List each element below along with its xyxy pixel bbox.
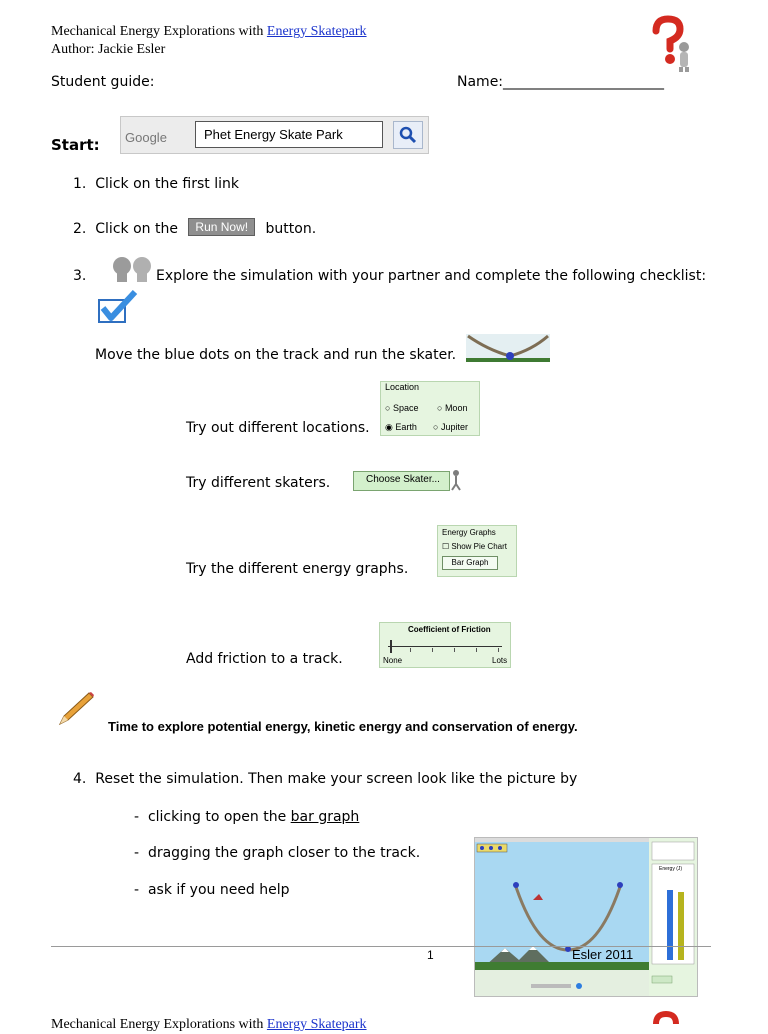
explore-heading: Time to explore potential energy, kinetic energy and conservation of energy. [108,719,578,734]
simulation-screenshot [474,837,698,997]
bullet-drag-graph: - dragging the graph closer to the track. [134,845,421,861]
step-1: 1. Click on the first link [73,176,239,192]
doc-header [51,23,367,59]
energy-skatepark-link[interactable]: Energy Skatepark [266,24,367,39]
step-2: 2. Click on the Run Now! button. [73,220,317,237]
check-skaters: Try different skaters. [186,475,331,491]
search-bar [120,116,429,154]
next-page-skatepark-link[interactable]: Energy Skatepark [266,1017,367,1032]
student-guide-label: Student guide: [51,74,155,90]
name-field[interactable]: Name:_______________________ [457,74,665,90]
friction-slider[interactable] [388,640,502,656]
track-thumbnail [466,334,550,362]
check-graphs: Try the different energy graphs. [186,561,409,577]
friction-panel: Coefficient of Friction None Lots [379,622,511,668]
next-page-header: Mechanical Energy Explorations with Energy Skatepark [51,1017,367,1032]
radio-moon[interactable]: ○ Moon [437,403,468,413]
pencil-icon [56,690,96,728]
check-move-dots: Move the blue dots on the track and run the skater. [95,347,457,363]
radio-space[interactable]: ○ Space [385,403,419,413]
location-panel: Location ○ Space ○ Moon ◉ Earth ○ Jupiter [380,381,480,436]
sim-graph-title: Energy (J) [659,866,683,872]
choose-skater-button[interactable]: Choose Skater... [353,471,450,491]
search-input[interactable]: Phet Energy Skate Park [195,121,383,148]
search-brand: Google [125,130,167,145]
start-label: Start: [51,136,100,154]
partners-icon [110,256,154,282]
radio-jupiter[interactable]: ○ Jupiter [433,422,468,432]
check-friction: Add friction to a track. [186,651,343,667]
bullet-ask-help: - ask if you need help [134,882,290,898]
doc-title: Mechanical Energy Explorations with [51,24,264,39]
question-mark-icon [648,15,700,73]
run-now-button[interactable]: Run Now! [188,218,255,236]
footer-credit: Esler 2011 [572,947,634,962]
page-number: 1 [427,948,434,962]
step-3-text: Explore the simulation with your partner and complete the following checklist: [156,268,707,284]
next-page-question-icon [652,1010,686,1024]
search-icon [394,122,422,148]
pie-chart-checkbox[interactable]: ☐ Show Pie Chart [442,542,507,551]
radio-earth[interactable]: ◉ Earth [385,422,417,432]
check-locations: Try out different locations. [186,420,370,436]
energy-graphs-panel: Energy Graphs ☐ Show Pie Chart Bar Graph [437,525,517,577]
step-4: 4. Reset the simulation. Then make your screen look like the picture by [73,771,578,787]
bullet-open-bar-graph: - clicking to open the bar graph [134,809,360,825]
step-3-number: 3. [73,268,87,284]
bar-graph-button[interactable]: Bar Graph [442,556,498,570]
author-line: Author: Jackie Esler [51,42,166,57]
skater-icon [449,469,463,491]
checkmark-icon [97,290,139,324]
search-button[interactable] [393,121,423,149]
